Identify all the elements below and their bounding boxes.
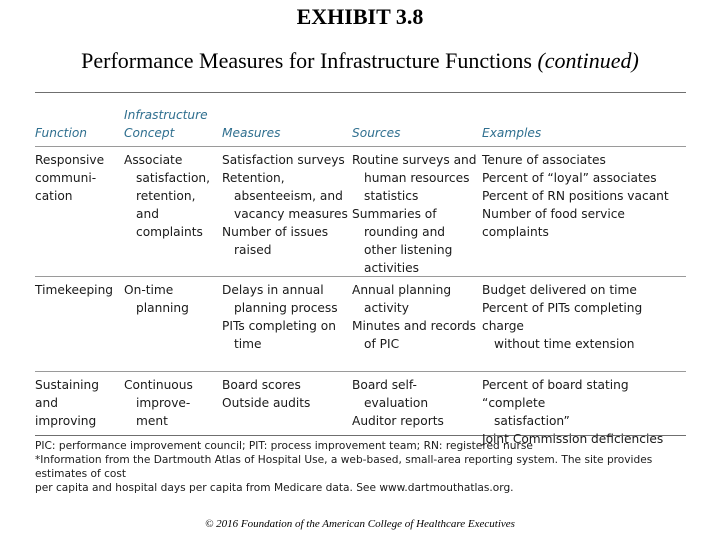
cell-line: Percent of board stating “complete xyxy=(482,378,629,410)
header-concept xyxy=(124,106,222,142)
cell-concept xyxy=(124,277,222,371)
header-label: Examples xyxy=(482,126,542,140)
note-line: PIC: performance improvement council; PIT: process improvement team; RN: registered nurse xyxy=(35,440,533,452)
cell-line: time xyxy=(234,337,262,351)
subtitle-text: Performance Measures for Infrastructure Functions xyxy=(81,48,532,73)
cell-line: evaluation xyxy=(364,396,429,410)
cell-measures xyxy=(222,372,352,448)
cell-function xyxy=(35,277,124,371)
cell-line: improving xyxy=(35,414,97,428)
header-label: Sources xyxy=(352,126,401,140)
header-examples xyxy=(482,124,686,142)
cell-line: of PIC xyxy=(364,337,400,351)
header-label: Function xyxy=(35,126,88,140)
exhibit-title: EXHIBIT 3.8 xyxy=(296,4,424,29)
cell-line: PITs completing on xyxy=(222,319,336,333)
cell-sources xyxy=(352,277,482,371)
cell-line: On-time xyxy=(124,283,174,297)
note-line: per capita and hospital days per capita from Medicare data. See www.dartmouthatlas.org. xyxy=(35,482,514,494)
cell-line: Joint Commission deficiencies xyxy=(482,432,664,446)
cell-line: Tenure of associates xyxy=(482,153,606,167)
cell-line: Percent of “loyal” associates xyxy=(482,171,657,185)
cell-measures xyxy=(222,277,352,371)
cell-examples xyxy=(482,372,686,448)
cell-line: ment xyxy=(136,414,168,428)
cell-line: and xyxy=(136,207,159,221)
table-row xyxy=(35,277,686,372)
header-label: Concept xyxy=(124,126,175,140)
cell-line: Percent of RN positions vacant xyxy=(482,189,669,203)
cell-line: activities xyxy=(364,261,419,275)
cell-line: planning process xyxy=(234,301,338,315)
cell-line: Minutes and records xyxy=(352,319,476,333)
table-top-rule xyxy=(35,92,686,93)
cell-line: Routine surveys and xyxy=(352,153,477,167)
cell-line: Board self- xyxy=(352,378,417,392)
cell-line: Annual planning xyxy=(352,283,452,297)
cell-line: vacancy measures xyxy=(234,207,348,221)
cell-line: Outside audits xyxy=(222,396,311,410)
header-sources xyxy=(352,124,482,142)
cell-line: retention, xyxy=(136,189,196,203)
cell-line: Retention, xyxy=(222,171,285,185)
cell-line: satisfaction, xyxy=(136,171,211,185)
header-label: Measures xyxy=(222,126,281,140)
cell-line: cation xyxy=(35,189,73,203)
cell-line: Delays in annual xyxy=(222,283,324,297)
cell-line: improve- xyxy=(136,396,191,410)
header-measures xyxy=(222,124,352,142)
cell-measures xyxy=(222,147,352,277)
cell-line: satisfaction” xyxy=(494,414,570,428)
table-header xyxy=(35,106,686,147)
cell-line: raised xyxy=(234,243,272,257)
copyright-footer: © 2016 Foundation of the American College of Healthcare Executives xyxy=(205,518,515,530)
cell-line: Sustaining xyxy=(35,378,100,392)
cell-line: and xyxy=(35,396,58,410)
header-label: Infrastructure xyxy=(124,108,208,122)
cell-examples xyxy=(482,147,686,277)
cell-sources xyxy=(352,147,482,277)
cell-line: Associate xyxy=(124,153,183,167)
exhibit-table xyxy=(35,92,686,495)
cell-line: statistics xyxy=(364,189,419,203)
cell-function xyxy=(35,372,124,448)
cell-line: Budget delivered on time xyxy=(482,283,637,297)
cell-sources xyxy=(352,372,482,448)
cell-line: without time extension xyxy=(494,337,635,351)
cell-line: complaints xyxy=(136,225,203,239)
cell-line: Number of issues xyxy=(222,225,329,239)
exhibit-subtitle xyxy=(0,48,720,74)
cell-line: rounding and xyxy=(364,225,446,239)
cell-line: other listening xyxy=(364,243,453,257)
cell-concept xyxy=(124,372,222,448)
cell-line: Continuous xyxy=(124,378,193,392)
subtitle-continued: (continued) xyxy=(537,48,639,73)
cell-line: activity xyxy=(364,301,409,315)
cell-line: Number of food service complaints xyxy=(482,207,625,239)
cell-line: Percent of PITs completing charge xyxy=(482,301,643,333)
cell-line: planning xyxy=(136,301,189,315)
cell-line: absenteeism, and xyxy=(234,189,343,203)
cell-line: Responsive xyxy=(35,153,105,167)
cell-line: communi- xyxy=(35,171,97,185)
cell-line: Timekeeping xyxy=(35,283,114,297)
cell-line: Board scores xyxy=(222,378,301,392)
cell-line: Satisfaction surveys xyxy=(222,153,345,167)
cell-function xyxy=(35,147,124,277)
cell-line: human resources xyxy=(364,171,470,185)
note-line: *Information from the Dartmouth Atlas of Hospital Use, a web-based, small-area reporting system. The site provides estimates of cost xyxy=(35,454,653,480)
header-function xyxy=(35,124,124,142)
cell-line: Auditor reports xyxy=(352,414,444,428)
cell-examples xyxy=(482,277,686,371)
cell-line: Summaries of xyxy=(352,207,437,221)
table-row xyxy=(35,147,686,277)
cell-concept xyxy=(124,147,222,277)
